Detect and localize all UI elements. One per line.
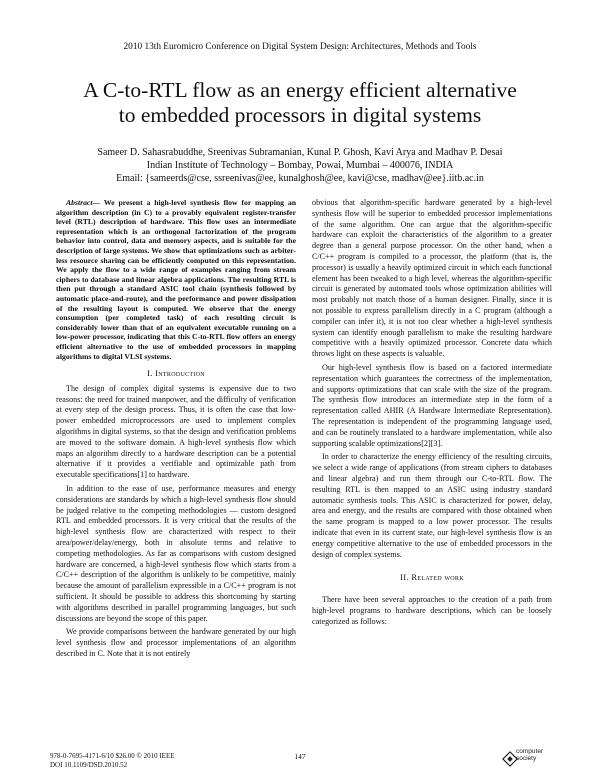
author-block (40, 146, 560, 185)
paragraph: In addition to the ease of use, performance measures and energy considerations are standards by which a high-level synthesis flow should be judged relative to the competing methodologies — custom designed RTL and embedded processors. It is very critical that the results of the high-level synthesis flow are characterized with respect to their area/power/delay/energy, both in absolute terms and relative to competing methodologies. As far as comparisons with custom designed hardware are concerned, a high-level synthesis flow which starts from a C/C++ description of the algorithm is unlikely to be competitive, mainly because the amount of parallelism expressible in a C/C++ program is not sufficient. It should be possible to address this shortcoming by starting with algorithms described in parallel programming languages, but such discussions are beyond the scope of this paper. (56, 484, 296, 623)
section-number: I. (147, 368, 153, 379)
isbn-line: 978-0-7695-4171-6/10 $26.00 © 2010 IEEE (50, 752, 175, 760)
abstract-label: Abstract (66, 198, 93, 207)
paragraph: In order to characterize the energy efficiency of the resulting circuits, we select a wide range of applications (from stream ciphers to databases and linear algebra) and run them through our C-to-RTL flow. The resulting RTL is then mapped to an ASIC using industry standard automatic synthesis tools. This ASIC is characterized for power, delay, area and energy, and the results are compared with those obtained when the same program is mapped to a low power processor. The results indicate that even in its current state, our high-level synthesis flow is an energy competitive alternative to the use of embedded processors in the design of complex systems. (312, 452, 552, 559)
conference-header: 2010 13th Euromicro Conference on Digital System Design: Architectures, Methods and Tools (123, 42, 477, 52)
logo-line-2: society (516, 755, 537, 762)
affiliation: Indian Institute of Technology – Bombay, Powai, Mumbai – 400076, INDIA (146, 160, 454, 171)
title-line-1: A C-to-RTL flow as an energy efficient alternative (83, 78, 517, 102)
section-heading-related-work (312, 572, 552, 583)
computer-society-logo (502, 748, 550, 770)
paragraph: The design of complex digital systems is expensive due to two reasons: the need for trained manpower, and the difficulty of verification at every step of the design process. Thus, it is often the case that low-power embedded microprocessors are used to implement complex algorithms in digital systems, so that the design and verification problems are moved to the software domain. A high-level synthesis flow which maps an algorithm directly to a hardware description can be a potential alternative if it provides a verifiable and optimizable path from executable specifications[1] to hardware. (56, 383, 296, 480)
paragraph: Our high-level synthesis flow is based on a factored intermediate representation which guarantees the correctness of the implementation, and supports optimizations that can scale with the size of the program. The synthesis flow introduces an intermediate step in the form of a representation called AHIR (A Hardware Intermediate Representation). The representation is independent of the programming language used, and can be routinely translated to a hardware implementation, while also supporting scalable optimizations[2][3]. (312, 362, 552, 448)
logo-line-1: computer (516, 748, 544, 755)
section-title: Related work (411, 572, 464, 583)
logo-text (516, 748, 543, 762)
paragraph: There have been several approaches to the creation of a path from high-level programs to hardware descriptions, which can be loosely categorized as follows: (312, 595, 552, 626)
section-title: Introduction (155, 368, 205, 379)
section-heading-introduction (56, 368, 296, 379)
abstract (56, 198, 296, 361)
title-line-2: to embedded processors in digital systems (118, 103, 482, 127)
paper-title (40, 78, 560, 128)
page-number: 147 (294, 752, 306, 761)
left-column (56, 198, 296, 663)
paragraph: obvious that algorithm-specific hardware generated by a high-level synthesis flow will be superior to embedded processor implementations of the same algorithm. One can argue that the algorithm-specific hardware can exploit the characteristics of the algorithm to a greater degree than a general purpose processor. On the other hand, when a C/C++ program is compiled to a processor, the platform (that is, the processor) is usually a heavily optimized circuit in which each functional element has been tweaked to a high level, whereas the algorithm-specific circuit is generated by automated tools whose optimization abilities will most probably not match those of a human designer. Finally, since it is not possible to express parallelism directly in a C program (although a compiler can infer it), it is not too clear whether a high-level synthesis system can identify enough parallelism to make the resulting hardware competitive with a heavily optimized processor. Concrete data which throws light on these aspects is valuable. (312, 198, 552, 359)
doi-line: DOI 10.1109/DSD.2010.52 (50, 761, 128, 769)
section-number: II. (400, 572, 409, 583)
email-line: Email: {sameerds@cse, ssreenivas@ee, kunalghosh@ee, kavi@cse, madhav@ee}.iitb.ac.in (116, 173, 484, 184)
paragraph: We provide comparisons between the hardware generated by our high level synthesis flow and processor implementations of an algorithm described in C. Note that it is not entirely (56, 627, 296, 659)
author-list: Sameer D. Sahasrabuddhe, Sreenivas Subramanian, Kunal P. Ghosh, Kavi Arya and Madhav P. Desai (97, 147, 503, 158)
right-column (312, 198, 552, 630)
abstract-text: — We present a high-level synthesis flow for mapping an algorithm description (in C) to a provably equivalent register-transfer level (RTL) description of hardware. This flow uses an intermediate representation which is an orthogonal factorization of the program behavior into control, data and memory aspects, and is suitable for the description of large systems. We show that optimizations such as arbiter-less resource sharing can be efficiently computed on this representation. We apply the flow to a wide range of examples ranging from stream ciphers to database and linear algebra applications. The resulting RTL is then put through a standard ASIC tool chain (synthesis followed by automatic place-and-route), and the performance and power dissipation of the resulting layout is computed. We observe that the energy consumption (per completed task) of each resulting circuit is considerably lower than that of an equivalent executable running on a low-power processor, indicating that this C-to-RTL flow offers an energy efficient alternative to the use of embedded processors in mapping algorithms to digital VLSI systems. (56, 198, 296, 361)
